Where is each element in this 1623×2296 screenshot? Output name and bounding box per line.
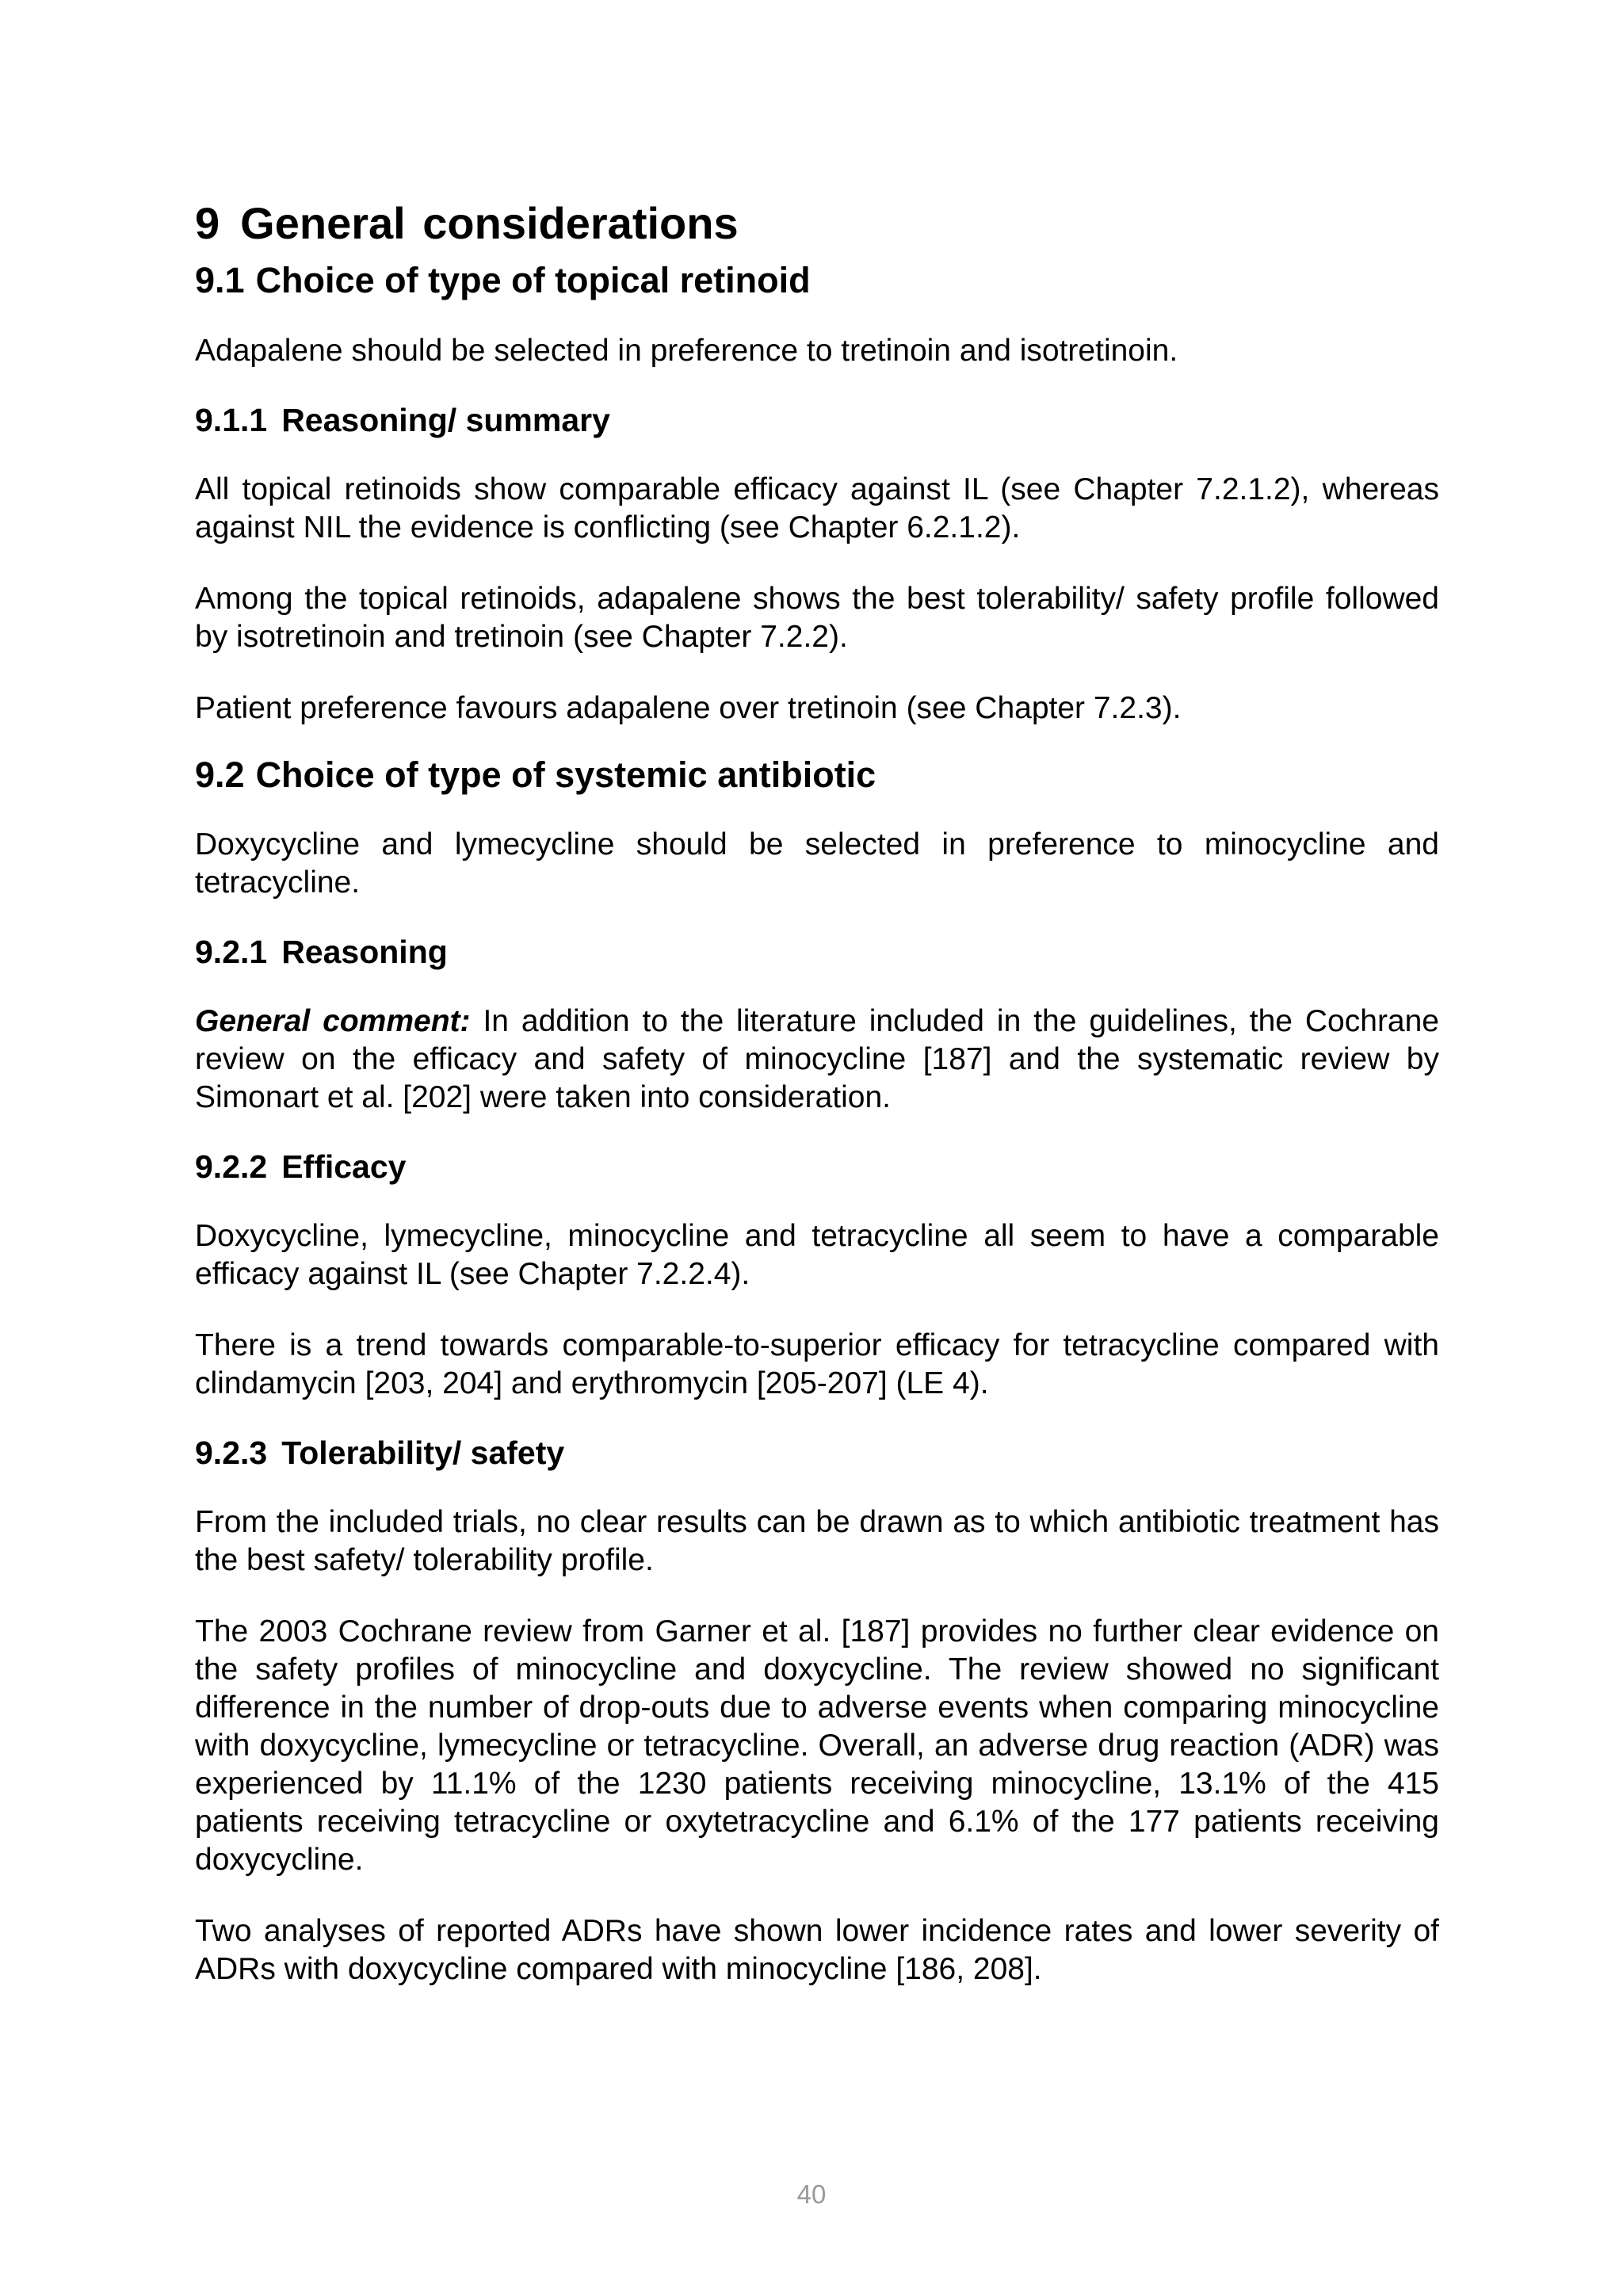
section-9-2-heading <box>195 753 1439 797</box>
paragraph: Doxycycline, lymecycline, minocycline and tetracycline all seem to have a comparable efficacy against IL (see Chapter 7.2.2.4). <box>195 1219 1439 1291</box>
section-title: Tolerability/ safety <box>281 1435 565 1471</box>
section-title: Reasoning/ summary <box>281 402 610 438</box>
section-number: 9.2.3 <box>195 1435 268 1471</box>
section-9-2-2-heading <box>195 1146 1439 1187</box>
section-title: Choice of type of topical retinoid <box>255 260 811 300</box>
general-comment-label: General comment: <box>195 1004 471 1038</box>
section-9-2-1-heading <box>195 931 1439 972</box>
paragraph: Patient preference favours adapalene over tretinoin (see Chapter 7.2.3). <box>195 691 1182 725</box>
section-title: Reasoning <box>281 934 448 970</box>
section-number: 9.1 <box>195 260 245 300</box>
section-number: 9.2.1 <box>195 934 268 970</box>
section-9-2-3-heading <box>195 1432 1439 1473</box>
section-number: 9.2.2 <box>195 1148 268 1185</box>
chapter-heading <box>195 197 1439 250</box>
document-page <box>195 197 1439 1988</box>
paragraph: From the included trials, no clear results can be drawn as to which antibiotic treatment has the best safety/ tolerability profile. <box>195 1505 1439 1577</box>
section-9-1-text: Adapalene should be selected in preference to tretinoin and isotretinoin. <box>195 334 1178 368</box>
paragraph: The 2003 Cochrane review from Garner et al. [187] provides no further clear evidence on the safety profiles of minocycline and doxycycline. The review showed no significant difference in the number of drop-outs due to adverse events when comparing minocycline with doxycycline, lymecycline or tetracycline. Overall, an adverse drug reaction (ADR) was experienced by 11.1% of the 1230 patients receiving minocycline, 13.1% of the 415 patients receiving tetracycline or oxytetracycline and 6.1% of the 177 patients receiving doxycycline. <box>195 1614 1439 1877</box>
section-title: Choice of type of systemic antibiotic <box>255 755 876 795</box>
paragraph: All topical retinoids show comparable efficacy against IL (see Chapter 7.2.1.2), whereas against NIL the evidence is conflicting (see Chapter 6.2.1.2). <box>195 472 1439 544</box>
section-title: Efficacy <box>281 1148 407 1185</box>
section-number: 9.1.1 <box>195 402 268 438</box>
chapter-number: 9 <box>195 198 220 248</box>
general-comment-text: In addition to the literature included in the guidelines, the Cochrane review on the efficacy and safety of minocycline [187] and the systematic review by Simonart et al. [202] were taken into consideration. <box>195 1004 1439 1114</box>
paragraph: Among the topical retinoids, adapalene shows the best tolerability/ safety profile followed by isotretinoin and tretinoin (see Chapter 7.2.2). <box>195 582 1439 654</box>
general-comment-paragraph <box>195 1003 1439 1117</box>
paragraph: There is a trend towards comparable-to-superior efficacy for tetracycline compared with clindamycin [203, 204] and erythromycin [205-207] (LE 4). <box>195 1328 1439 1400</box>
paragraph: Two analyses of reported ADRs have shown lower incidence rates and lower severity of ADRs with doxycycline compared with minocycline [186, 208]. <box>195 1914 1439 1986</box>
section-9-1-heading <box>195 258 1439 303</box>
section-9-1-1-heading <box>195 399 1439 441</box>
chapter-title: General considerations <box>240 198 739 248</box>
section-9-2-text: Doxycycline and lymecycline should be selected in preference to minocycline and tetracycline. <box>195 827 1439 900</box>
section-number: 9.2 <box>195 755 245 795</box>
page-number: 40 <box>796 2179 827 2209</box>
